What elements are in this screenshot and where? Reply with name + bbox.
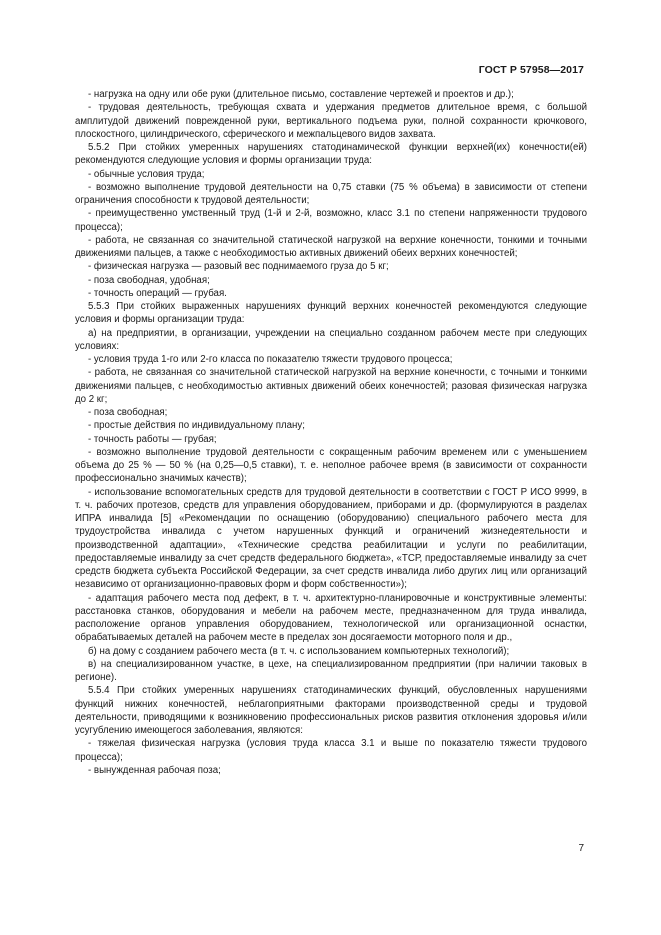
paragraph: - работа, не связанная со значительной статической нагрузкой на верхние конечности, тонкими и точными движениями пальцев, а также с необходимостью активных движений обеих верхних конечностей; [75, 234, 587, 259]
paragraph: - использование вспомогательных средств для трудовой деятельности в соответствии с ГОСТ Р ИСО 9999, в т. ч. рабочих протезов, средств для управления оборудованием, приборами и др. (формулируются в разделах ИПРА инвалида [5] «Рекомендации по оснащению (оборудованию) специального рабочего места для трудоустройства инвалида с учетом нарушенных функций и ограничений жизнедеятельности и производственной адаптации», «Технические средства реабилитации и услуги по реабилитации, предоставляемые инвалиду за счет средств федерального бюджета», «ТСР, предоставляемые инвалиду за счет средств бюджета субъекта Российской Федерации, за счет средств инвалида либо других лиц или организаций независимо от организационно-правовых форм и форм собственности»); [75, 486, 587, 591]
paragraph: - преимущественно умственный труд (1-й и 2-й, возможно, класс 3.1 по степени напряженности трудового процесса); [75, 208, 587, 233]
paragraph: - точность работы — грубая; [88, 433, 217, 445]
paragraph: - обычные условия труда; [88, 168, 205, 180]
paragraph: - условия труда 1-го или 2-го класса по показателю тяжести трудового процесса; [88, 354, 453, 365]
paragraph: 5.5.3 При стойких выраженных нарушениях функций верхних конечностей рекомендуются следующие условия и формы организации труда: [75, 301, 587, 326]
paragraph: - простые действия по индивидуальному плану; [88, 420, 305, 432]
paragraph: б) на дому с созданием рабочего места (в т. ч. с использованием компьютерных технологий); [88, 645, 510, 657]
paragraph: - физическая нагрузка — разовый вес поднимаемого груза до 5 кг; [88, 261, 389, 273]
paragraph: - нагрузка на одну или обе руки (длительное письмо, составление чертежей и проектов и др.); [88, 89, 514, 100]
paragraph: - возможно выполнение трудовой деятельности с сокращенным рабочим временем или с уменьшением объема до 25 % — 50 % (на 0,25—0,5 ставки), т. е. неполное рабочее время (в зависимости от сохранности профессионально значимых качеств); [75, 446, 587, 485]
paragraph: - адаптация рабочего места под дефект, в т. ч. архитектурно-планировочные и конструктивные элементы: расстановка станков, оборудования и мебели на рабочем месте, предназначенном для труда инвалида, расположение органов управления оборудованием, технологической или организационной оснастки, обрабатываемых деталей на рабочем месте в пределах зон досягаемости моторного поля и др., [75, 592, 587, 644]
paragraph: - вынужденная рабочая поза; [88, 764, 221, 776]
paragraph: - трудовая деятельность, требующая схвата и удержания предметов длительное время, с большой амплитудой движений поврежденной руки, вертикального подъема руки, полной сохранности крючкового, плоскостного, цилиндрического, сферического и межпальцевого видов захвата. [75, 102, 587, 140]
page-number: 7 [578, 843, 584, 854]
paragraph: - поза свободная, удобная; [88, 274, 210, 286]
paragraph: - поза свободная; [88, 407, 168, 418]
document-code-header: ГОСТ Р 57958—2017 [478, 64, 584, 76]
paragraph: в) на специализированном участке, в цехе, на специализированном предприятии (при наличии таковых в регионе). [75, 658, 587, 683]
paragraph: - точность операций — грубая. [88, 287, 227, 299]
body-text [75, 88, 587, 777]
paragraph: 5.5.4 При стойких умеренных нарушениях статодинамических функций, обусловленных нарушениями функций нижних конечностей, неблагоприятными факторами производственной среды и трудовой деятельности, приводящими к возникновению профессиональных рисков развития отклонения здоровья и/или усугублению имеющегося заболевания, являются: [75, 685, 587, 736]
paragraph: - тяжелая физическая нагрузка (условия труда класса 3.1 и выше по показателю тяжести трудового процесса); [75, 738, 587, 763]
paragraph: а) на предприятии, в организации, учреждении на специально созданном рабочем месте при следующих условиях: [75, 327, 587, 352]
paragraph: 5.5.2 При стойких умеренных нарушениях статодинамической функции верхней(их) конечности(ей) рекомендуются следующие условия и формы организации труда: [75, 142, 587, 167]
paragraph: - работа, не связанная со значительной статической нагрузкой на верхние конечности, с точными и тонкими движениями пальцев, с необходимостью активных движений обеих конечностей; разовая физическая нагрузка до 2 кг; [75, 367, 587, 405]
paragraph: - возможно выполнение трудовой деятельности на 0,75 ставки (75 % объема) в зависимости от степени ограничения способности к трудовой деятельности; [75, 181, 587, 206]
